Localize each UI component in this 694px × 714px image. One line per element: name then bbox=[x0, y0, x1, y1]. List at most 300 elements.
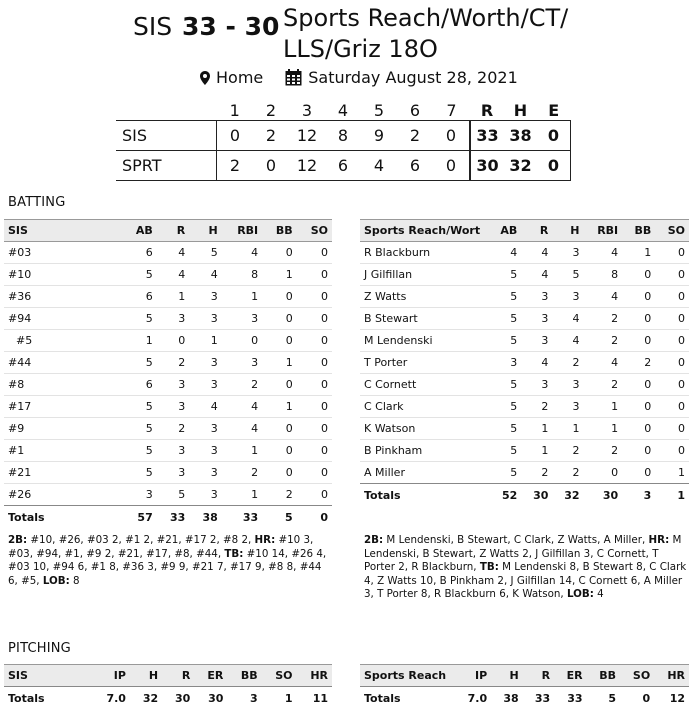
note-label-lob: LOB: bbox=[566, 588, 594, 601]
stat-so: 1 bbox=[678, 466, 685, 479]
column-header-so: SO bbox=[632, 669, 651, 682]
stat-hr: 11 bbox=[296, 687, 332, 710]
column-header-ip: IP bbox=[113, 669, 126, 682]
stat-so: 0 bbox=[321, 268, 328, 281]
inning-runs: 0 bbox=[445, 156, 457, 175]
stat-rbi: 2 bbox=[611, 312, 619, 325]
stat-bb: 0 bbox=[644, 466, 652, 479]
stat-so: 0 bbox=[678, 444, 685, 457]
pitching-header-row bbox=[360, 665, 689, 687]
team-column-header: SIS bbox=[8, 669, 28, 682]
column-header-r: R bbox=[176, 224, 186, 237]
column-header-er: ER bbox=[207, 669, 224, 682]
note-text-tb: M Lendenski 8, B Stewart 8, C Clark 4, Z Watts 10, B Pinkham 2, J Gilfillan 14, C Cornett 6, A Miller 3, T Porter 8, R Blackburn 6, K Watson, bbox=[364, 561, 687, 601]
stat-rbi: 4 bbox=[611, 246, 619, 259]
totals-row bbox=[4, 687, 332, 710]
stat-rbi: 0 bbox=[251, 334, 259, 347]
stat-ab: 6 bbox=[145, 378, 153, 391]
stat-ab: 57 bbox=[122, 506, 157, 529]
stat-bb: 0 bbox=[285, 444, 293, 457]
stat-ab: 6 bbox=[145, 290, 153, 303]
player-name: #03 bbox=[8, 246, 32, 259]
column-header-r: R bbox=[539, 224, 549, 237]
stat-bb: 5 bbox=[587, 687, 620, 710]
inning-header: 3 bbox=[301, 100, 313, 120]
stat-h: 3 bbox=[210, 422, 218, 435]
stat-ab: 5 bbox=[510, 444, 518, 457]
team-column-header: SIS bbox=[8, 224, 28, 237]
line-score-row-home bbox=[116, 121, 571, 151]
stat-h: 3 bbox=[572, 290, 580, 303]
stat-so: 0 bbox=[678, 334, 685, 347]
player-row bbox=[4, 330, 332, 352]
pitching-table-home bbox=[4, 664, 332, 709]
stat-h: 4 bbox=[572, 312, 580, 325]
stat-ab: 5 bbox=[510, 290, 518, 303]
note-text-hr: M Lendenski, B Stewart, Z Watts 2, J Gilfillan 3, C Cornett, T Porter 2, R Blackburn, bbox=[364, 534, 682, 574]
map-pin-icon bbox=[200, 71, 210, 85]
stat-so: 1 bbox=[655, 484, 689, 507]
stat-h: 3 bbox=[210, 290, 218, 303]
note-label-hr: HR: bbox=[254, 534, 276, 546]
stat-so: 0 bbox=[321, 400, 328, 413]
inning-runs: 0 bbox=[445, 126, 457, 145]
player-name: #94 bbox=[8, 312, 32, 325]
column-header-bb: BB bbox=[634, 224, 652, 237]
column-header-bb: BB bbox=[275, 224, 293, 237]
column-header-h: H bbox=[148, 669, 159, 682]
inning-runs: 0 bbox=[217, 121, 254, 151]
stat-ab: 5 bbox=[510, 400, 518, 413]
player-row bbox=[360, 286, 689, 308]
stat-bb: 5 bbox=[262, 506, 297, 529]
stat-ab: 5 bbox=[510, 268, 518, 281]
total-runs: 30 bbox=[470, 151, 504, 181]
stat-bb: 0 bbox=[285, 246, 293, 259]
stat-so: 0 bbox=[321, 356, 328, 369]
home-team-abbr: SIS bbox=[133, 12, 173, 41]
stat-r: 2 bbox=[178, 356, 186, 369]
stat-bb: 1 bbox=[644, 246, 652, 259]
player-row bbox=[4, 374, 332, 396]
stat-rbi: 4 bbox=[251, 422, 259, 435]
stat-r: 3 bbox=[541, 290, 549, 303]
stat-r: 3 bbox=[541, 334, 549, 347]
player-name: #44 bbox=[8, 356, 32, 369]
stat-er: 33 bbox=[554, 687, 586, 710]
player-row bbox=[360, 242, 689, 264]
player-row bbox=[360, 440, 689, 462]
player-name: A Miller bbox=[364, 466, 405, 479]
stat-h: 3 bbox=[210, 378, 218, 391]
stat-ip: 7.0 bbox=[454, 687, 491, 710]
stat-ab: 5 bbox=[510, 312, 518, 325]
game-date: Saturday August 28, 2021 bbox=[308, 68, 518, 87]
column-header-r: R bbox=[541, 669, 551, 682]
inning-runs: 9 bbox=[373, 126, 385, 145]
stat-rbi: 8 bbox=[611, 268, 619, 281]
column-header-ab: AB bbox=[500, 224, 518, 237]
column-header-so: SO bbox=[310, 224, 328, 237]
player-row bbox=[360, 352, 689, 374]
player-row bbox=[4, 264, 332, 286]
stat-so: 0 bbox=[678, 422, 685, 435]
stat-bb: 3 bbox=[622, 484, 655, 507]
stat-so: 0 bbox=[321, 246, 328, 259]
stat-so: 0 bbox=[321, 488, 328, 501]
player-row bbox=[4, 352, 332, 374]
team-abbr: SPRT bbox=[122, 156, 162, 175]
player-name: #17 bbox=[8, 400, 32, 413]
inning-runs: 12 bbox=[296, 126, 318, 145]
player-row bbox=[360, 330, 689, 352]
stat-so: 0 bbox=[678, 246, 685, 259]
stat-rbi: 4 bbox=[611, 290, 619, 303]
stat-r: 2 bbox=[541, 400, 549, 413]
stat-h: 5 bbox=[572, 268, 580, 281]
stat-ab: 5 bbox=[510, 466, 518, 479]
totals-label: Totals bbox=[4, 506, 122, 529]
stat-rbi: 1 bbox=[611, 422, 619, 435]
stat-h: 2 bbox=[572, 356, 580, 369]
game-meta bbox=[200, 68, 518, 87]
stat-rbi: 4 bbox=[251, 400, 259, 413]
note-text-2b: #10, #26, #03 2, #1 2, #21, #17 2, #8 2, bbox=[27, 534, 255, 546]
stat-h: 4 bbox=[210, 400, 218, 413]
inning-runs: 4 bbox=[373, 156, 385, 175]
column-header-r: R bbox=[181, 669, 191, 682]
note-label-2b: 2B: bbox=[364, 534, 384, 546]
player-name: T Porter bbox=[364, 356, 408, 369]
player-name: #5 bbox=[16, 334, 33, 347]
game-location: Home bbox=[216, 68, 264, 87]
stat-r: 0 bbox=[178, 334, 186, 347]
stat-h: 2 bbox=[572, 466, 580, 479]
stat-so: 0 bbox=[678, 378, 685, 391]
column-header-rbi: RBI bbox=[237, 224, 259, 237]
stat-rbi: 1 bbox=[611, 400, 619, 413]
stat-ab: 5 bbox=[145, 444, 153, 457]
stat-h: 5 bbox=[210, 246, 218, 259]
player-row bbox=[360, 462, 689, 484]
pitching-section-title: PITCHING bbox=[8, 641, 71, 656]
stat-hr: 12 bbox=[654, 687, 689, 710]
stat-h: 1 bbox=[572, 422, 580, 435]
hits-header: H bbox=[513, 100, 528, 120]
total-hits: 32 bbox=[509, 156, 532, 175]
stat-so: 0 bbox=[321, 466, 328, 479]
column-header-so: SO bbox=[275, 669, 293, 682]
player-row bbox=[4, 462, 332, 484]
totals-row bbox=[360, 484, 689, 507]
inning-header: 7 bbox=[446, 100, 457, 120]
stat-h: 38 bbox=[491, 687, 523, 710]
stat-r: 1 bbox=[541, 444, 549, 457]
stat-h: 3 bbox=[572, 400, 580, 413]
player-name: K Watson bbox=[364, 422, 416, 435]
totals-label: Totals bbox=[4, 687, 92, 710]
note-text-tb: #10 14, #26 4, #03 10, #94 6, #1 8, #36 3, #9 9, #21 7, #17 9, #8 8, #44 6, #5, bbox=[8, 547, 327, 587]
totals-label: Totals bbox=[360, 484, 488, 507]
stat-rbi: 2 bbox=[611, 444, 619, 457]
stat-r: 3 bbox=[178, 312, 186, 325]
stat-bb: 0 bbox=[644, 422, 652, 435]
player-name: R Blackburn bbox=[364, 246, 431, 259]
note-label-lob: LOB: bbox=[42, 574, 70, 587]
column-header-er: ER bbox=[566, 669, 583, 682]
column-header-ab: AB bbox=[135, 224, 153, 237]
stat-so: 0 bbox=[297, 506, 332, 529]
player-row bbox=[4, 308, 332, 330]
stat-er: 30 bbox=[194, 687, 227, 710]
player-name: #10 bbox=[8, 268, 32, 281]
errors-header: E bbox=[548, 100, 560, 120]
stat-ab: 5 bbox=[145, 312, 153, 325]
inning-runs: 2 bbox=[217, 151, 254, 181]
inning-runs: 0 bbox=[265, 156, 277, 175]
stat-ab: 5 bbox=[510, 378, 518, 391]
away-team-name-line2: LLS/Griz 18O bbox=[283, 35, 438, 63]
stat-h: 3 bbox=[572, 378, 580, 391]
stat-r: 3 bbox=[541, 312, 549, 325]
inning-header: 4 bbox=[337, 100, 349, 120]
totals-row bbox=[360, 687, 689, 710]
note-label-tb: TB: bbox=[479, 561, 499, 574]
column-header-rbi: RBI bbox=[597, 224, 619, 237]
stat-rbi: 2 bbox=[611, 334, 619, 347]
column-header-ip: IP bbox=[475, 669, 488, 682]
player-name: Z Watts bbox=[364, 290, 407, 303]
stat-bb: 2 bbox=[285, 488, 293, 501]
column-header-hr: HR bbox=[667, 669, 685, 682]
stat-ab: 1 bbox=[145, 334, 153, 347]
stat-rbi: 8 bbox=[251, 268, 259, 281]
batting-table-away bbox=[360, 219, 689, 506]
stat-rbi: 30 bbox=[584, 484, 623, 507]
batting-notes-away bbox=[364, 534, 690, 602]
stat-r: 4 bbox=[541, 356, 549, 369]
away-team-name-line1: Sports Reach/Worth/CT/ bbox=[283, 4, 569, 32]
line-score-table bbox=[116, 100, 571, 181]
stat-h: 38 bbox=[189, 506, 222, 529]
stat-bb: 0 bbox=[644, 400, 652, 413]
calendar-icon bbox=[285, 69, 302, 86]
stat-rbi: 3 bbox=[251, 356, 259, 369]
inning-header: 5 bbox=[373, 100, 385, 120]
stat-r: 4 bbox=[178, 268, 186, 281]
stat-bb: 0 bbox=[644, 378, 652, 391]
stat-rbi: 4 bbox=[251, 246, 259, 259]
column-header-so: SO bbox=[667, 224, 685, 237]
stat-h: 3 bbox=[572, 246, 580, 259]
stat-rbi: 2 bbox=[251, 466, 259, 479]
stat-bb: 1 bbox=[285, 356, 293, 369]
stat-bb: 2 bbox=[644, 356, 652, 369]
stat-r: 3 bbox=[541, 378, 549, 391]
inning-header: 2 bbox=[265, 100, 277, 120]
note-label-hr: HR: bbox=[648, 534, 670, 546]
note-label-tb: TB: bbox=[224, 547, 244, 560]
team-column-header: Sports Reach bbox=[364, 669, 447, 682]
stat-r: 4 bbox=[541, 268, 549, 281]
pitching-table-away bbox=[360, 664, 689, 709]
stat-so: 0 bbox=[321, 312, 328, 325]
player-row bbox=[360, 418, 689, 440]
stat-r: 2 bbox=[178, 422, 186, 435]
stat-so: 0 bbox=[321, 334, 328, 347]
total-runs: 33 bbox=[470, 121, 504, 151]
stat-r: 3 bbox=[178, 444, 186, 457]
inning-runs: 12 bbox=[296, 156, 318, 175]
runs-header: R bbox=[480, 100, 494, 120]
stat-so: 0 bbox=[321, 444, 328, 457]
stat-bb: 0 bbox=[644, 334, 652, 347]
total-hits: 38 bbox=[509, 126, 532, 145]
stat-so: 0 bbox=[620, 687, 654, 710]
stat-so: 0 bbox=[321, 422, 328, 435]
totals-row bbox=[4, 506, 332, 529]
stat-r: 1 bbox=[178, 290, 186, 303]
player-row bbox=[360, 374, 689, 396]
stat-r: 3 bbox=[178, 400, 186, 413]
batting-header-row bbox=[360, 220, 689, 242]
stat-so: 0 bbox=[678, 400, 685, 413]
player-name: C Clark bbox=[364, 400, 404, 413]
batting-header-row bbox=[4, 220, 332, 242]
stat-so: 0 bbox=[678, 356, 685, 369]
stat-bb: 0 bbox=[644, 444, 652, 457]
stat-h: 2 bbox=[572, 444, 580, 457]
stat-so: 0 bbox=[678, 312, 685, 325]
stat-rbi: 3 bbox=[251, 312, 259, 325]
batting-notes-home bbox=[8, 534, 330, 588]
stat-r: 3 bbox=[178, 466, 186, 479]
stat-bb: 0 bbox=[285, 334, 293, 347]
stat-h: 3 bbox=[210, 356, 218, 369]
stat-ab: 4 bbox=[510, 246, 518, 259]
away-team-name bbox=[283, 3, 583, 65]
stat-so: 0 bbox=[678, 268, 685, 281]
inning-runs: 8 bbox=[337, 126, 349, 145]
stat-rbi: 2 bbox=[251, 378, 259, 391]
final-score: 33 - 30 bbox=[182, 12, 280, 41]
column-header-h: H bbox=[208, 224, 218, 237]
stat-bb: 1 bbox=[285, 400, 293, 413]
stat-bb: 0 bbox=[644, 312, 652, 325]
stat-rbi: 1 bbox=[251, 444, 259, 457]
column-header-h: H bbox=[570, 224, 580, 237]
stat-bb: 0 bbox=[285, 422, 293, 435]
stat-bb: 1 bbox=[285, 268, 293, 281]
column-header-bb: BB bbox=[599, 669, 617, 682]
stat-r: 30 bbox=[162, 687, 194, 710]
stat-ab: 5 bbox=[145, 268, 153, 281]
inning-runs: 6 bbox=[337, 156, 349, 175]
stat-r: 1 bbox=[541, 422, 549, 435]
player-name: #26 bbox=[8, 488, 32, 501]
note-text-hr: #10 3, #03, #94, #1, #9 2, #21, #17, #8, #44, bbox=[8, 534, 314, 560]
stat-bb: 0 bbox=[285, 290, 293, 303]
stat-h: 4 bbox=[210, 268, 218, 281]
stat-h: 3 bbox=[210, 466, 218, 479]
stat-ip: 7.0 bbox=[92, 687, 130, 710]
stat-r: 3 bbox=[178, 378, 186, 391]
stat-ab: 5 bbox=[145, 422, 153, 435]
stat-bb: 0 bbox=[285, 466, 293, 479]
player-name: C Cornett bbox=[364, 378, 417, 391]
stat-ab: 5 bbox=[145, 356, 153, 369]
line-score-header bbox=[116, 100, 571, 121]
stat-bb: 0 bbox=[285, 312, 293, 325]
note-text-lob: 8 bbox=[69, 574, 80, 587]
stat-rbi: 1 bbox=[251, 488, 259, 501]
stat-ab: 5 bbox=[510, 422, 518, 435]
stat-ab: 5 bbox=[510, 334, 518, 347]
player-row bbox=[4, 484, 332, 506]
inning-header: 6 bbox=[409, 100, 421, 120]
inning-runs: 2 bbox=[265, 126, 277, 145]
player-name: B Pinkham bbox=[364, 444, 423, 457]
stat-ab: 3 bbox=[510, 356, 518, 369]
stat-so: 0 bbox=[321, 290, 328, 303]
batting-section-title: BATTING bbox=[8, 195, 66, 210]
column-header-h: H bbox=[509, 669, 519, 682]
stat-h: 4 bbox=[572, 334, 580, 347]
stat-h: 3 bbox=[210, 488, 218, 501]
player-row bbox=[360, 264, 689, 286]
player-name: J Gilfillan bbox=[364, 268, 413, 281]
stat-ab: 3 bbox=[145, 488, 153, 501]
stat-bb: 0 bbox=[644, 268, 652, 281]
column-header-bb: BB bbox=[240, 669, 258, 682]
stat-r: 4 bbox=[541, 246, 549, 259]
player-row bbox=[4, 396, 332, 418]
stat-h: 3 bbox=[210, 444, 218, 457]
note-text-2b: M Lendenski, B Stewart, C Clark, Z Watts, A Miller, bbox=[383, 534, 649, 546]
stat-rbi: 1 bbox=[251, 290, 259, 303]
player-row bbox=[4, 440, 332, 462]
line-score-row-away bbox=[116, 151, 571, 181]
note-label-2b: 2B: bbox=[8, 534, 28, 546]
stat-bb: 3 bbox=[227, 687, 261, 710]
stat-r: 33 bbox=[523, 687, 555, 710]
column-header-hr: HR bbox=[310, 669, 328, 682]
stat-bb: 0 bbox=[644, 290, 652, 303]
stat-r: 33 bbox=[157, 506, 190, 529]
total-errors: 0 bbox=[537, 121, 571, 151]
stat-bb: 0 bbox=[285, 378, 293, 391]
stat-rbi: 0 bbox=[611, 466, 619, 479]
stat-h: 32 bbox=[130, 687, 162, 710]
batting-table-home bbox=[4, 219, 332, 528]
player-row bbox=[4, 286, 332, 308]
stat-h: 32 bbox=[552, 484, 583, 507]
stat-h: 1 bbox=[210, 334, 218, 347]
stat-ab: 5 bbox=[145, 400, 153, 413]
stat-rbi: 4 bbox=[611, 356, 619, 369]
stat-ab: 6 bbox=[145, 246, 153, 259]
stat-h: 3 bbox=[210, 312, 218, 325]
player-name: M Lendenski bbox=[364, 334, 433, 347]
stat-so: 0 bbox=[321, 378, 328, 391]
stat-r: 5 bbox=[178, 488, 186, 501]
inning-runs: 6 bbox=[409, 156, 421, 175]
team-abbr: SIS bbox=[122, 126, 148, 145]
stat-rbi: 33 bbox=[222, 506, 262, 529]
player-row bbox=[4, 242, 332, 264]
stat-so: 1 bbox=[262, 687, 297, 710]
player-name: #36 bbox=[8, 290, 32, 303]
